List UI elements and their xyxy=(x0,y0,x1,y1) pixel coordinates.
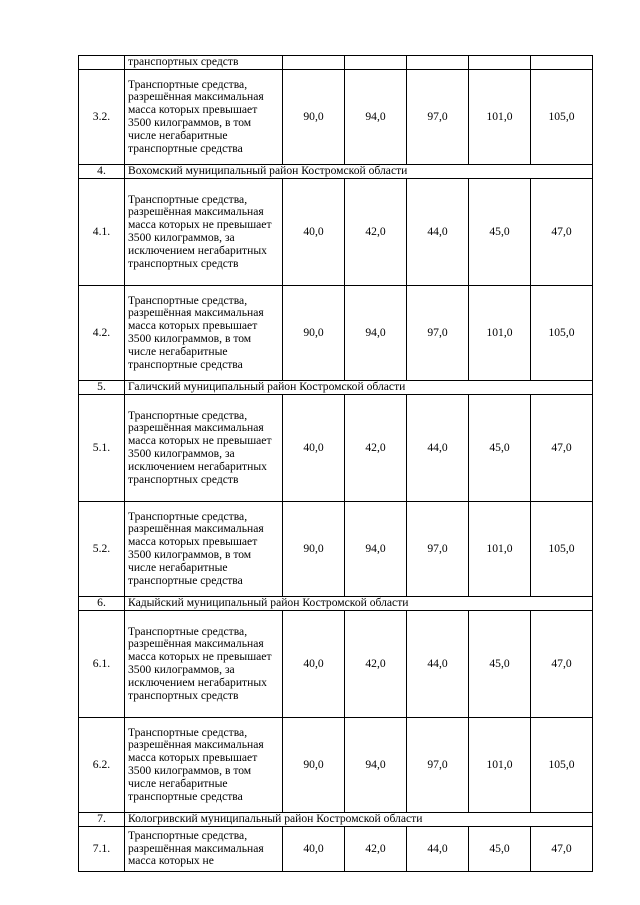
row-number xyxy=(79,56,125,70)
rate-value-3: 44,0 xyxy=(407,827,469,872)
rate-value-3: 97,0 xyxy=(407,286,469,381)
rate-value-2: 94,0 xyxy=(345,718,407,813)
region-name: Кадыйский муниципальный район Костромской области xyxy=(125,597,593,611)
rate-value-3 xyxy=(407,56,469,70)
rate-value-5: 47,0 xyxy=(531,179,593,286)
row-number: 7.1. xyxy=(79,827,125,872)
row-number: 3.2. xyxy=(79,70,125,165)
vehicle-category: Транспортные средства, разрешённая максимальная масса которых превышает 3500 килограммов, в том числе негабаритные транспортные средства xyxy=(125,70,283,165)
rate-value-5: 47,0 xyxy=(531,395,593,502)
row-number: 5.1. xyxy=(79,395,125,502)
table-row xyxy=(79,611,593,718)
rate-value-3: 44,0 xyxy=(407,395,469,502)
row-number: 5. xyxy=(79,381,125,395)
vehicle-category: Транспортные средства, разрешённая максимальная масса которых превышает 3500 килограммов, в том числе негабаритные транспортные средства xyxy=(125,502,283,597)
table-row xyxy=(79,827,593,872)
rate-value-5: 105,0 xyxy=(531,502,593,597)
rate-value-5: 47,0 xyxy=(531,611,593,718)
rate-value-1: 40,0 xyxy=(283,827,345,872)
table-row xyxy=(79,502,593,597)
rate-value-2: 94,0 xyxy=(345,286,407,381)
vehicle-category: Транспортные средства, разрешённая максимальная масса которых не превышает 3500 килограммов, за исключением негабаритных транспортных средств xyxy=(125,611,283,718)
rate-value-4: 101,0 xyxy=(469,286,531,381)
region-row xyxy=(79,381,593,395)
vehicle-category: Транспортные средства, разрешённая максимальная масса которых не превышает 3500 килограммов, за исключением негабаритных транспортных средств xyxy=(125,179,283,286)
rate-value-4: 45,0 xyxy=(469,179,531,286)
rate-value-2: 42,0 xyxy=(345,827,407,872)
rate-value-4: 101,0 xyxy=(469,502,531,597)
rate-value-1: 90,0 xyxy=(283,70,345,165)
row-number: 6. xyxy=(79,597,125,611)
region-row xyxy=(79,165,593,179)
rate-value-4: 101,0 xyxy=(469,70,531,165)
rate-value-4: 45,0 xyxy=(469,395,531,502)
rate-value-1: 90,0 xyxy=(283,286,345,381)
rate-value-4: 101,0 xyxy=(469,718,531,813)
table-row xyxy=(79,718,593,813)
tariff-table xyxy=(78,55,593,872)
vehicle-category: Транспортные средства, разрешённая максимальная масса которых превышает 3500 килограммов, в том числе негабаритные транспортные средства xyxy=(125,718,283,813)
region-name: Галичский муниципальный район Костромской области xyxy=(125,381,593,395)
rate-value-4: 45,0 xyxy=(469,611,531,718)
table-body xyxy=(79,56,593,872)
rate-value-2: 94,0 xyxy=(345,70,407,165)
rate-value-4 xyxy=(469,56,531,70)
row-number: 5.2. xyxy=(79,502,125,597)
rate-value-2: 42,0 xyxy=(345,395,407,502)
table-row xyxy=(79,56,593,70)
rate-value-5: 105,0 xyxy=(531,286,593,381)
row-number: 6.1. xyxy=(79,611,125,718)
rate-value-5: 47,0 xyxy=(531,827,593,872)
rate-value-2 xyxy=(345,56,407,70)
table-row xyxy=(79,395,593,502)
vehicle-category: Транспортные средства, разрешённая максимальная масса которых не превышает 3500 килограммов, за исключением негабаритных транспортных средств xyxy=(125,395,283,502)
region-name: Кологривский муниципальный район Костромской области xyxy=(125,813,593,827)
rate-value-2: 42,0 xyxy=(345,611,407,718)
table-row xyxy=(79,70,593,165)
rate-value-5: 105,0 xyxy=(531,718,593,813)
region-name: Вохомский муниципальный район Костромской области xyxy=(125,165,593,179)
rate-value-4: 45,0 xyxy=(469,827,531,872)
rate-value-2: 94,0 xyxy=(345,502,407,597)
table-row xyxy=(79,179,593,286)
rate-value-3: 44,0 xyxy=(407,179,469,286)
rate-value-1: 90,0 xyxy=(283,502,345,597)
rate-value-5 xyxy=(531,56,593,70)
vehicle-category: Транспортные средства, разрешённая максимальная масса которых превышает 3500 килограммов, в том числе негабаритные транспортные средства xyxy=(125,286,283,381)
rate-value-3: 97,0 xyxy=(407,502,469,597)
rate-value-3: 97,0 xyxy=(407,70,469,165)
rate-value-3: 44,0 xyxy=(407,611,469,718)
row-number: 4.1. xyxy=(79,179,125,286)
row-number: 4.2. xyxy=(79,286,125,381)
vehicle-category: Транспортные средства, разрешённая максимальная масса которых не xyxy=(125,827,283,872)
rate-value-1: 40,0 xyxy=(283,179,345,286)
vehicle-category: транспортных средств xyxy=(125,56,283,70)
rate-value-3: 97,0 xyxy=(407,718,469,813)
rate-value-5: 105,0 xyxy=(531,70,593,165)
rate-value-1: 90,0 xyxy=(283,718,345,813)
row-number: 6.2. xyxy=(79,718,125,813)
row-number: 7. xyxy=(79,813,125,827)
row-number: 4. xyxy=(79,165,125,179)
rate-value-2: 42,0 xyxy=(345,179,407,286)
region-row xyxy=(79,597,593,611)
rate-value-1 xyxy=(283,56,345,70)
table-row xyxy=(79,286,593,381)
region-row xyxy=(79,813,593,827)
rate-value-1: 40,0 xyxy=(283,611,345,718)
rate-value-1: 40,0 xyxy=(283,395,345,502)
